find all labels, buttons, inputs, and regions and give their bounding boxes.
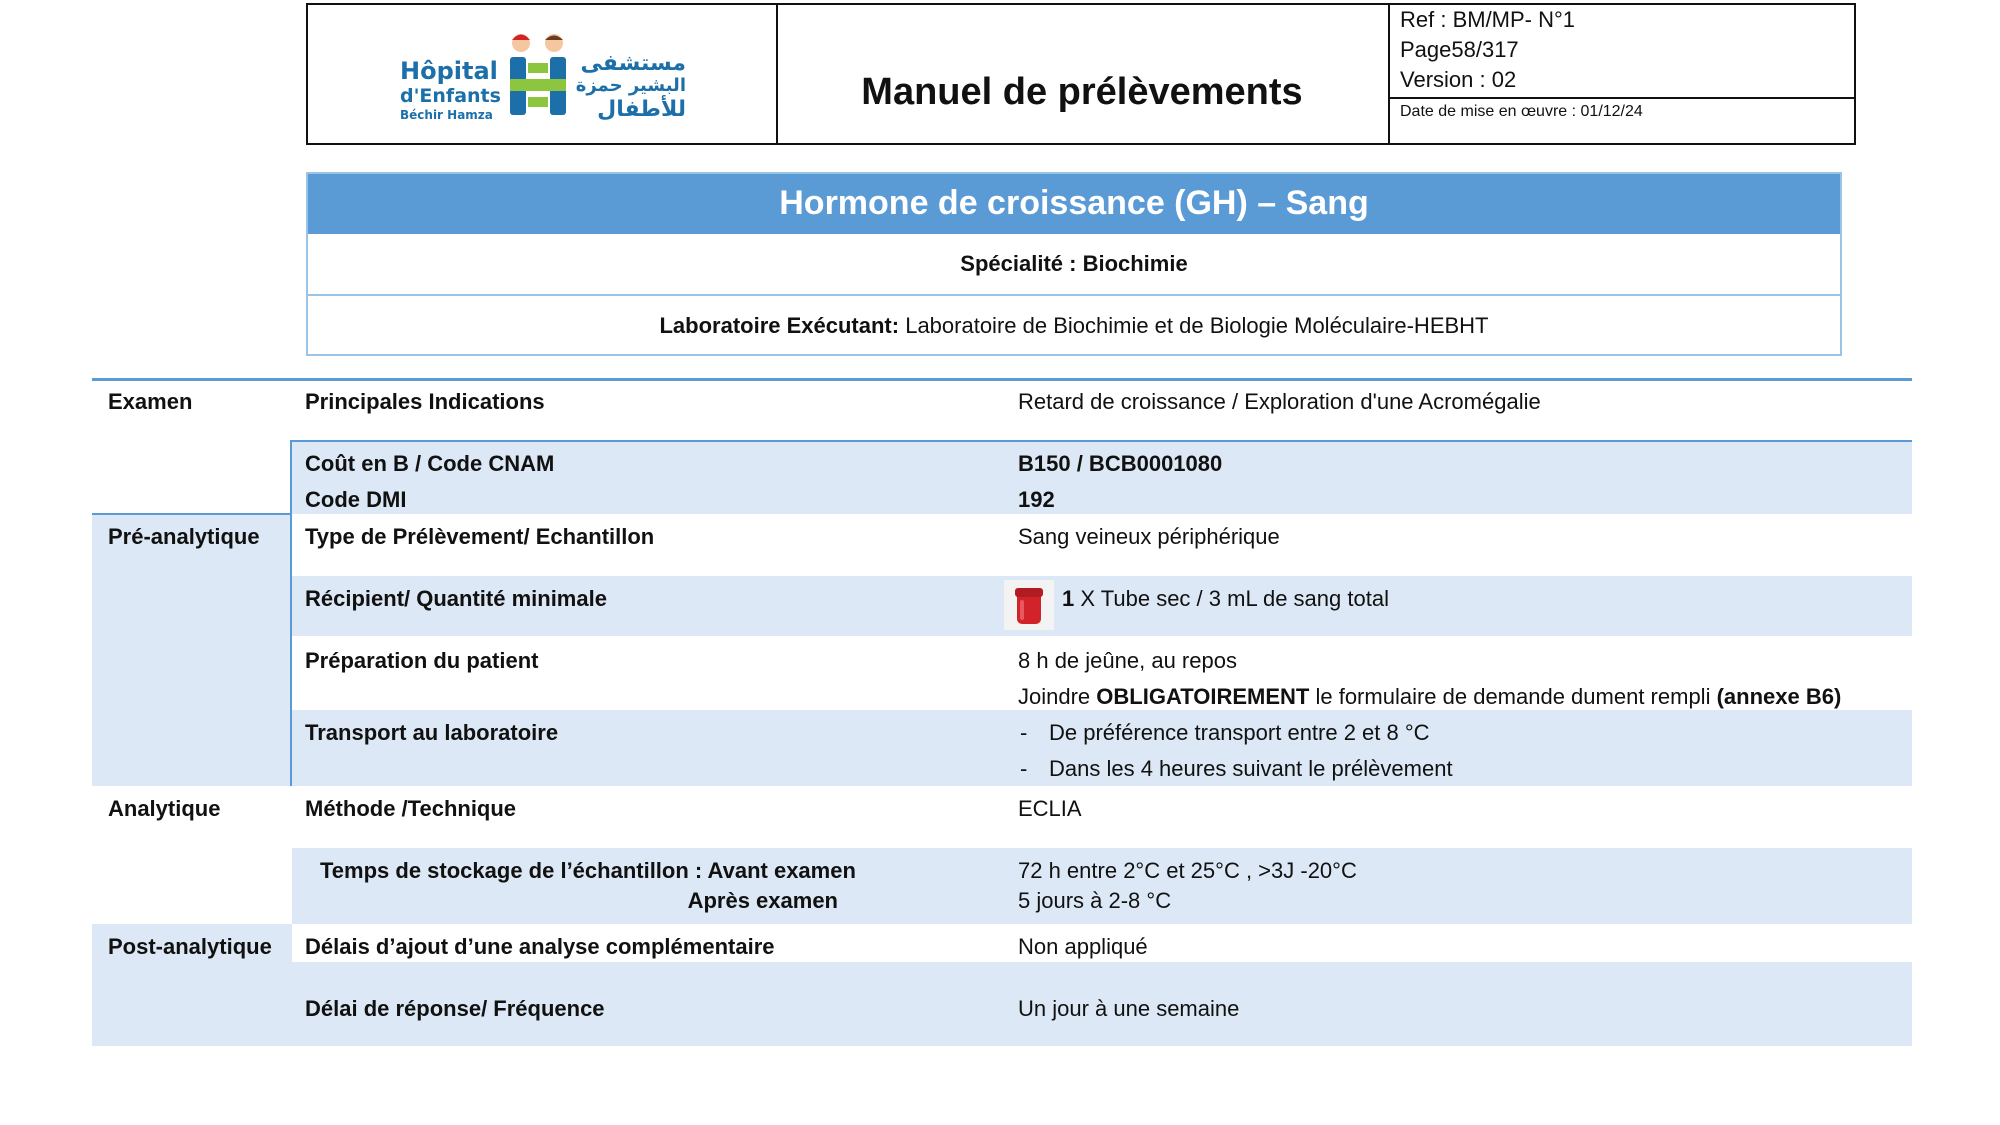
logo-text-fr-3: Béchir Hamza <box>400 108 493 122</box>
storage-label-after: Après examen <box>687 888 838 913</box>
test-title: Hormone de croissance (GH) – Sang <box>308 174 1840 234</box>
patient-prep-label: Préparation du patient <box>305 648 539 673</box>
transport-label: Transport au laboratoire <box>305 720 559 745</box>
section-post-analytique: Post-analytique <box>108 934 272 959</box>
reference-number: Ref : BM/MP- N°1 <box>1400 7 1576 32</box>
executing-lab-value: Laboratoire de Biochimie et de Biologie Moléculaire-HEBHT <box>899 313 1489 338</box>
cost-left-line <box>290 440 292 514</box>
cost-label: Coût en B / Code CNAM <box>305 451 555 476</box>
document-header <box>306 3 1856 145</box>
transport-bullet-1: - <box>1020 720 1028 745</box>
document-title: Manuel de prélèvements <box>861 71 1303 113</box>
title-cell <box>776 5 1390 143</box>
recipient-value <box>1062 586 1389 612</box>
recipient-description: X Tube sec / 3 mL de sang total <box>1074 586 1389 611</box>
indications-value: Retard de croissance / Exploration d'une Acromégalie <box>1018 389 1541 414</box>
cost-top-line <box>290 440 1912 442</box>
patient-prep-value-2 <box>1018 684 1841 710</box>
executing-lab <box>308 296 1840 356</box>
pre-right-line <box>290 514 292 786</box>
dmi-label: Code DMI <box>305 487 407 512</box>
sample-type-value: Sang veineux périphérique <box>1018 524 1280 549</box>
indications-label: Principales Indications <box>305 389 545 414</box>
logo-text-ar-2: البشير حمزة <box>575 75 686 96</box>
sample-type-label: Type de Prélèvement/ Echantillon <box>305 524 655 549</box>
logo-text-ar-3: للأطفال <box>597 97 686 122</box>
add-analysis-label: Délais d’ajout d’une analyse complémentaire <box>305 934 775 959</box>
section-pre-analytique: Pré-analytique <box>108 524 260 549</box>
hospital-logo-icon <box>504 31 574 121</box>
recipient-quantity: 1 <box>1062 586 1075 611</box>
test-banner <box>306 172 1842 356</box>
patient-prep-value-1: 8 h de jeûne, au repos <box>1018 648 1237 673</box>
dmi-value: 192 <box>1018 487 1055 512</box>
add-analysis-value: Non appliqué <box>1018 934 1148 959</box>
prep-text-mandatory: OBLIGATOIREMENT <box>1096 684 1310 709</box>
version: Version : 02 <box>1400 67 1517 92</box>
reference-divider <box>1388 97 1854 99</box>
storage-value-before: 72 h entre 2°C et 25°C , >3J -20°C <box>1018 858 1357 883</box>
transport-item-2: Dans les 4 heures suivant le prélèvement <box>1049 756 1453 781</box>
response-time-label: Délai de réponse/ Fréquence <box>305 996 605 1021</box>
prep-text-a: Joindre <box>1018 684 1097 709</box>
effective-date: Date de mise en œuvre : 01/12/24 <box>1400 103 1643 120</box>
transport-item-1: De préférence transport entre 2 et 8 °C <box>1049 720 1430 745</box>
prep-text-c: le formulaire de demande dument rempli <box>1309 684 1717 709</box>
table-top-line <box>92 378 1912 381</box>
executing-lab-label: Laboratoire Exécutant: <box>659 313 900 338</box>
section-examen: Examen <box>108 389 193 414</box>
red-tube-icon <box>1004 580 1054 630</box>
logo-cell <box>308 5 778 143</box>
prep-annex: (annexe B6) <box>1716 684 1842 709</box>
transport-bullet-2: - <box>1020 756 1028 781</box>
logo-text-fr-1: Hôpital <box>400 57 498 85</box>
reference-cell <box>1388 5 1854 143</box>
method-label: Méthode /Technique <box>305 796 517 821</box>
page-number: Page58/317 <box>1400 37 1519 62</box>
storage-value-after: 5 jours à 2-8 °C <box>1018 888 1172 913</box>
logo-text-ar-1: مستشفى <box>580 51 686 76</box>
method-value: ECLIA <box>1018 796 1082 821</box>
section-divider <box>92 513 292 515</box>
band-pre-section <box>92 514 292 786</box>
cost-value: B150 / BCB0001080 <box>1018 451 1223 476</box>
logo-text-fr-2: d'Enfants <box>400 85 501 107</box>
recipient-label: Récipient/ Quantité minimale <box>305 586 607 611</box>
specialty: Spécialité : Biochimie <box>960 251 1188 276</box>
section-analytique: Analytique <box>108 796 221 821</box>
storage-label-before: Temps de stockage de l’échantillon : Avant examen <box>320 858 856 883</box>
response-time-value: Un jour à une semaine <box>1018 996 1240 1021</box>
